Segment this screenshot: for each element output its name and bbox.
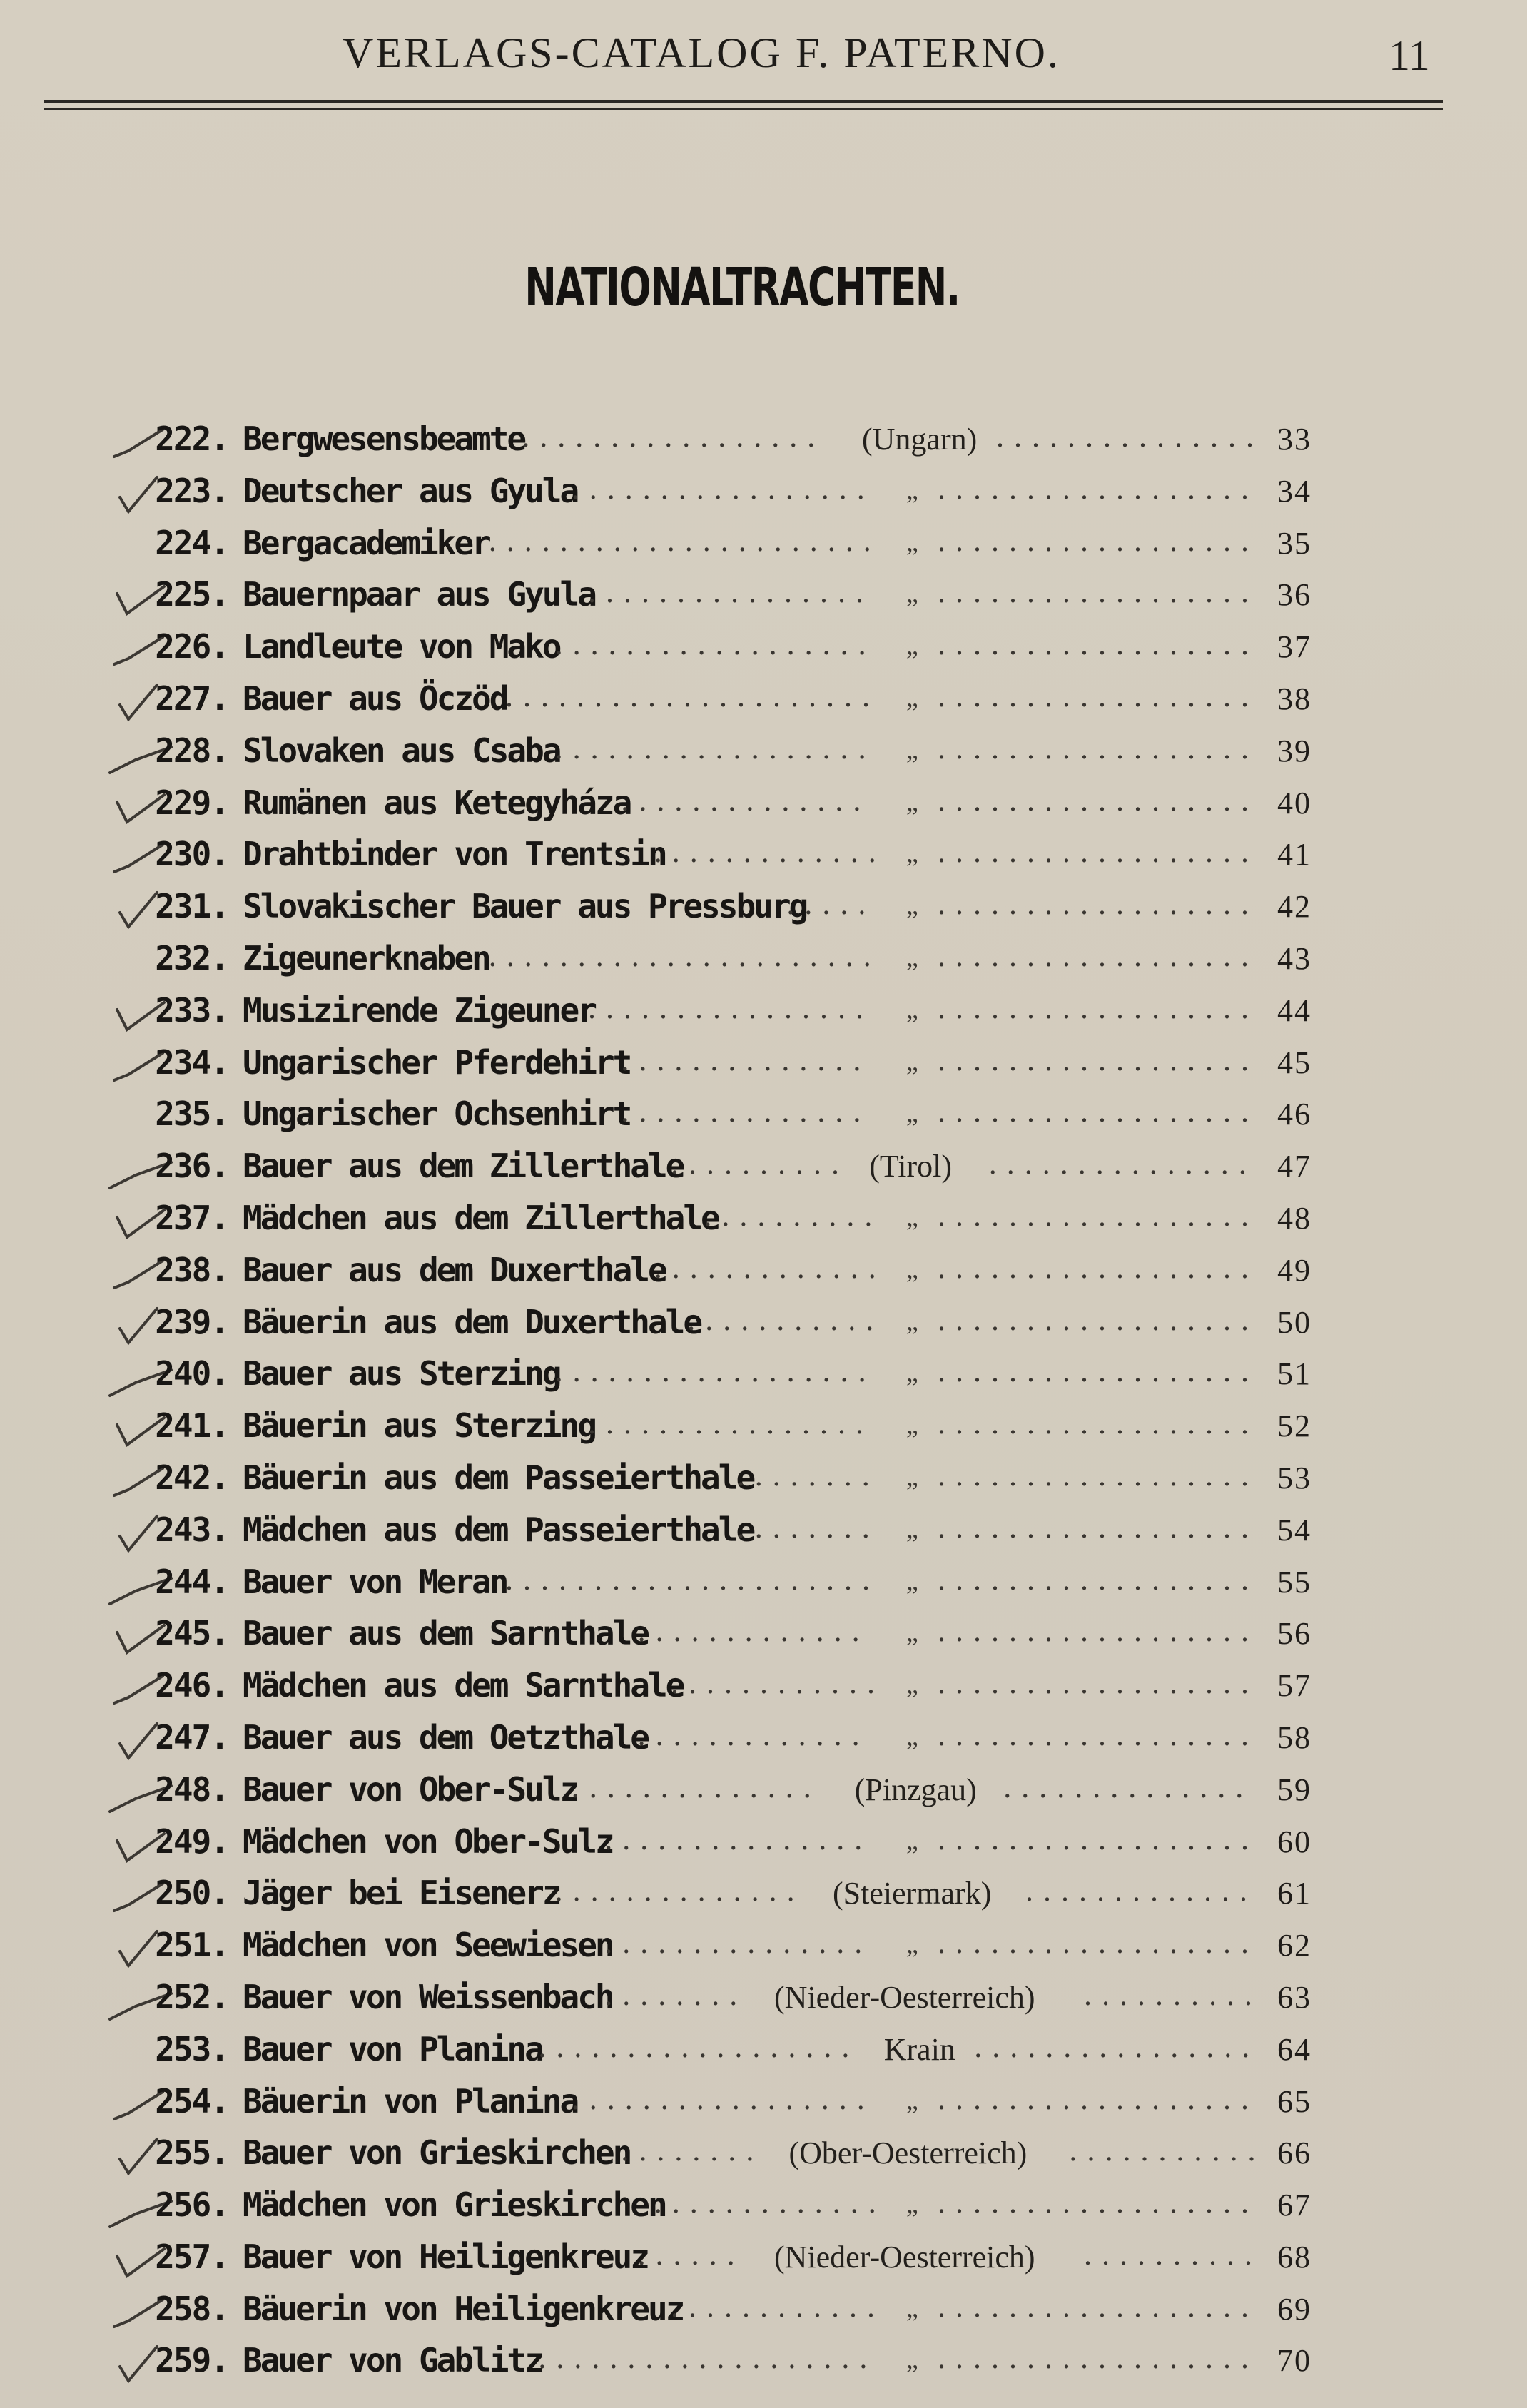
entry-page-ref: 35: [1277, 525, 1312, 561]
entry-number: 240.: [155, 1354, 228, 1393]
entry-title: Bauer von Grieskirchen: [243, 2133, 631, 2173]
leader-dots: ..................: [554, 1353, 876, 1389]
entry-region: (Steiermark): [833, 1876, 992, 1911]
leader-dots: ..................: [938, 470, 1259, 506]
leader-dots: ......: [637, 2236, 745, 2272]
entry-number: 227.: [155, 679, 228, 718]
entry-page-ref: 67: [1277, 2188, 1312, 2223]
catalog-entry: [0, 1039, 1527, 1091]
ditto-mark: „: [906, 1098, 918, 1129]
leader-dots: ............: [671, 2288, 885, 2324]
entry-title: Bäuerin von Heiligenkreuz: [243, 2289, 684, 2328]
entry-title: Ungarischer Ochsenhirt: [243, 1094, 631, 1134]
catalog-entry: [0, 1454, 1527, 1506]
entry-title: Bäuerin aus dem Duxerthale: [243, 1302, 701, 1341]
entry-title: Bauer aus dem Sarnthale: [243, 1614, 648, 1653]
leader-dots: ..............: [1003, 1769, 1254, 1804]
entry-page-ref: 52: [1277, 1408, 1312, 1444]
leader-dots: ..................: [538, 2028, 860, 2064]
leader-dots: .....................: [505, 1561, 880, 1597]
ditto-mark: „: [906, 734, 918, 765]
entry-page-ref: 44: [1277, 992, 1312, 1028]
leader-dots: ................: [974, 2028, 1260, 2064]
ditto-mark: „: [906, 1046, 918, 1077]
entry-page-ref: 46: [1277, 1097, 1312, 1132]
entry-number: 248.: [155, 1769, 228, 1809]
entry-title: Bauer aus Öczöd: [243, 679, 507, 718]
entry-number: 238.: [155, 1250, 228, 1289]
entry-number: 244.: [155, 1562, 228, 1601]
ditto-mark: „: [906, 1358, 918, 1388]
entry-page-ref: 59: [1277, 1772, 1312, 1807]
ditto-mark: „: [906, 994, 918, 1025]
entry-number: 253.: [155, 2029, 228, 2068]
ditto-mark: „: [906, 527, 918, 557]
leader-dots: ................: [588, 990, 873, 1025]
leader-dots: ..................: [938, 1561, 1259, 1597]
leader-dots: ................: [588, 1406, 873, 1441]
entry-number: 246.: [155, 1666, 228, 1705]
entry-region: (Ober-Oesterreich): [788, 2135, 1028, 2171]
entry-region: (Tirol): [869, 1149, 952, 1184]
entry-number: 258.: [155, 2289, 228, 2328]
entry-number: 254.: [155, 2081, 228, 2120]
ditto-mark: „: [906, 2189, 918, 2220]
leader-dots: ..................: [938, 1042, 1259, 1077]
entry-number: 259.: [155, 2341, 228, 2380]
leader-dots: ..................: [938, 1665, 1259, 1701]
entry-title: Bauer von Ober-Sulz: [243, 1769, 578, 1809]
leader-dots: .............: [637, 1717, 870, 1752]
catalog-entry: [0, 1973, 1527, 2026]
entry-page-ref: 40: [1277, 785, 1312, 821]
leader-dots: .............: [654, 2185, 886, 2220]
catalog-entry: [0, 830, 1527, 883]
entry-page-ref: 60: [1277, 1824, 1312, 1859]
entry-number: 255.: [155, 2133, 228, 2173]
entry-list: [0, 415, 1527, 2389]
catalog-entry: [0, 2181, 1527, 2233]
entry-page-ref: 53: [1277, 1460, 1312, 1495]
catalog-entry: [0, 935, 1527, 987]
entry-title: Slovaken aus Csaba: [243, 731, 560, 770]
ditto-mark: „: [906, 1825, 918, 1856]
leader-dots: ..................: [938, 626, 1259, 662]
leader-dots: ..................: [938, 2288, 1259, 2324]
leader-dots: ..................: [938, 1821, 1259, 1856]
catalog-entry: [0, 571, 1527, 623]
entry-title: Landleute von Mako: [243, 627, 560, 666]
leader-dots: ..................: [938, 2081, 1259, 2116]
entry-region: Krain: [883, 2031, 955, 2067]
entry-number: 256.: [155, 2185, 228, 2225]
ditto-mark: „: [906, 1617, 918, 1648]
leader-dots: ..................: [938, 1457, 1259, 1493]
entry-region: (Nieder-Oesterreich): [774, 2239, 1035, 2275]
leader-dots: ..............: [554, 1873, 805, 1909]
entry-number: 252.: [155, 1977, 228, 2016]
catalog-entry: [0, 1818, 1527, 1870]
entry-number: 242.: [155, 1458, 228, 1497]
leader-dots: ..................: [938, 1925, 1259, 1961]
leader-dots: ..............: [621, 1094, 871, 1129]
entry-number: 241.: [155, 1406, 228, 1446]
entry-title: Zigeunerknaben: [243, 938, 489, 977]
entry-page-ref: 62: [1277, 1928, 1312, 1964]
entry-page-ref: 70: [1277, 2343, 1312, 2379]
running-header: VERLAGS-CATALOG F. PATERNO.: [343, 29, 1060, 76]
catalog-entry: [0, 2026, 1527, 2078]
entry-page-ref: 39: [1277, 733, 1312, 768]
entry-page-ref: 34: [1277, 473, 1312, 509]
ditto-mark: „: [906, 579, 918, 609]
entry-number: 236.: [155, 1147, 228, 1186]
catalog-entry: [0, 2285, 1527, 2337]
entry-title: Deutscher aus Gyula: [243, 471, 578, 510]
entry-title: Bauer von Planina: [243, 2029, 542, 2068]
entry-page-ref: 54: [1277, 1512, 1312, 1548]
leader-dots: ..................: [938, 1613, 1259, 1649]
entry-number: 247.: [155, 1717, 228, 1757]
entry-title: Bauer von Heiligenkreuz: [243, 2237, 648, 2276]
catalog-entry: [0, 1299, 1527, 1351]
catalog-entry: [0, 883, 1527, 935]
entry-title: Bauernpaar aus Gyula: [243, 575, 595, 614]
entry-title: Mädchen von Ober-Sulz: [243, 1822, 613, 1861]
entry-number: 239.: [155, 1302, 228, 1341]
entry-title: Bäuerin aus Sterzing: [243, 1406, 595, 1446]
entry-page-ref: 65: [1277, 2083, 1312, 2119]
leader-dots: ..................: [938, 834, 1259, 870]
leader-dots: .............: [1025, 1873, 1257, 1909]
catalog-entry: [0, 2129, 1527, 2181]
entry-title: Jäger bei Eisenerz: [243, 1874, 560, 1913]
entry-page-ref: 49: [1277, 1252, 1312, 1288]
entry-title: Slovakischer Bauer aus Pressburg: [243, 887, 807, 926]
ditto-mark: „: [906, 1565, 918, 1596]
entry-title: Bauer aus dem Duxerthale: [243, 1250, 666, 1289]
entry-title: Bäuerin aus dem Passeierthale: [243, 1458, 754, 1497]
entry-title: Mädchen aus dem Sarnthale: [243, 1666, 684, 1705]
entry-number: 225.: [155, 575, 228, 614]
catalog-entry: [0, 1921, 1527, 1973]
entry-region: (Ungarn): [862, 422, 978, 457]
entry-page-ref: 61: [1277, 1876, 1312, 1911]
leader-dots: ............: [671, 1665, 885, 1701]
leader-dots: ..................: [938, 678, 1259, 713]
entry-page-ref: 69: [1277, 2291, 1312, 2327]
page-number: 11: [1389, 32, 1430, 79]
leader-dots: .............: [637, 1613, 870, 1649]
entry-number: 228.: [155, 731, 228, 770]
leader-dots: ..................: [938, 522, 1259, 558]
entry-page-ref: 66: [1277, 2135, 1312, 2171]
leader-dots: ..................: [938, 1717, 1259, 1752]
catalog-entry: [0, 1766, 1527, 1818]
leader-dots: ........: [736, 1509, 880, 1545]
catalog-entry: [0, 1558, 1527, 1610]
entry-page-ref: 47: [1277, 1149, 1312, 1184]
entry-number: 223.: [155, 471, 228, 510]
entry-number: 245.: [155, 1614, 228, 1653]
leader-dots: ..................: [938, 1197, 1259, 1233]
entry-title: Bauer aus dem Zillerthale: [243, 1147, 684, 1186]
leader-dots: ..............: [621, 782, 871, 818]
entry-page-ref: 64: [1277, 2031, 1312, 2067]
entry-number: 249.: [155, 1822, 228, 1861]
ditto-mark: „: [906, 1461, 918, 1492]
leader-dots: ...................: [538, 2340, 878, 2376]
catalog-entry: [0, 1090, 1527, 1142]
catalog-entry: [0, 2078, 1527, 2130]
ditto-mark: „: [906, 1721, 918, 1752]
entry-title: Bauer von Weissenbach: [243, 1977, 613, 2016]
leader-dots: ..........: [671, 1146, 849, 1182]
entry-number: 257.: [155, 2237, 228, 2276]
ditto-mark: „: [906, 682, 918, 713]
catalog-entry: [0, 623, 1527, 675]
entry-title: Bauer von Gablitz: [243, 2341, 542, 2380]
entry-page-ref: 41: [1277, 837, 1312, 873]
leader-dots: ..........: [704, 1197, 883, 1233]
entry-page-ref: 56: [1277, 1616, 1312, 1652]
leader-dots: ..................: [938, 2185, 1259, 2220]
leader-dots: .............: [654, 834, 886, 870]
catalog-entry: [0, 467, 1527, 519]
ditto-mark: „: [906, 1410, 918, 1441]
leader-dots: .............: [654, 1249, 886, 1285]
catalog-entry: [0, 415, 1527, 467]
leader-dots: .....: [786, 886, 876, 922]
leader-dots: ..........: [1084, 2236, 1262, 2272]
leader-dots: ..................: [938, 990, 1259, 1025]
catalog-entry: [0, 1402, 1527, 1454]
leader-dots: ..................: [554, 626, 876, 662]
catalog-entry: [0, 1142, 1527, 1194]
leader-dots: .................: [522, 419, 826, 454]
leader-dots: .................: [571, 470, 875, 506]
entry-page-ref: 57: [1277, 1668, 1312, 1704]
leader-dots: ........: [621, 2133, 764, 2168]
entry-title: Mädchen von Grieskirchen: [243, 2185, 666, 2225]
leader-dots: ...........: [1069, 2133, 1266, 2168]
entry-title: Bergwesensbeamte: [243, 420, 525, 458]
ditto-mark: „: [906, 2085, 918, 2115]
ditto-mark: „: [906, 1513, 918, 1544]
ditto-mark: „: [906, 2292, 918, 2323]
ditto-mark: „: [906, 1254, 918, 1284]
entry-number: 243.: [155, 1510, 228, 1549]
entry-number: 231.: [155, 887, 228, 926]
entry-number: 235.: [155, 1094, 228, 1134]
leader-dots: ..................: [938, 886, 1259, 922]
catalog-entry: [0, 1610, 1527, 1662]
entry-number: 230.: [155, 835, 228, 874]
entry-title: Mädchen aus dem Passeierthale: [243, 1510, 754, 1549]
entry-number: 229.: [155, 783, 228, 822]
leader-dots: .................: [571, 2081, 875, 2116]
leader-dots: ...............: [604, 1821, 873, 1856]
leader-dots: ........: [604, 1976, 748, 2012]
catalog-entry: [0, 1869, 1527, 1921]
entry-page-ref: 43: [1277, 940, 1312, 976]
entry-number: 251.: [155, 1926, 228, 1965]
entry-title: Bauer von Meran: [243, 1562, 507, 1601]
entry-title: Mädchen aus dem Zillerthale: [243, 1198, 719, 1237]
entry-page-ref: 68: [1277, 2239, 1312, 2275]
leader-dots: ..................: [938, 1301, 1259, 1337]
leader-dots: ..................: [938, 1249, 1259, 1285]
ditto-mark: „: [906, 942, 918, 972]
leader-dots: ...............: [996, 419, 1264, 454]
catalog-entry: [0, 1506, 1527, 1558]
ditto-mark: „: [906, 631, 918, 661]
leader-dots: ..................: [938, 574, 1259, 610]
entry-number: 234.: [155, 1042, 228, 1082]
entry-page-ref: 42: [1277, 889, 1312, 925]
catalog-entry: [0, 1714, 1527, 1766]
leader-dots: ..................: [938, 730, 1259, 766]
catalog-entry: [0, 1194, 1527, 1246]
leader-dots: ...........: [687, 1301, 884, 1337]
header-rule-thick: [44, 100, 1443, 103]
leader-dots: ..................: [554, 730, 876, 766]
catalog-entry: [0, 2337, 1527, 2389]
ditto-mark: „: [906, 786, 918, 817]
leader-dots: ........: [736, 1457, 880, 1493]
leader-dots: ...............: [988, 1146, 1257, 1182]
catalog-entry: [0, 2233, 1527, 2285]
entry-number: 226.: [155, 627, 228, 666]
entry-title: Bauer aus Sterzing: [243, 1354, 560, 1393]
entry-title: Bergacademiker: [243, 523, 489, 562]
entry-number: 222.: [155, 420, 228, 458]
leader-dots: ..................: [938, 1094, 1259, 1129]
ditto-mark: „: [906, 474, 918, 505]
ditto-mark: „: [906, 1929, 918, 1960]
entry-page-ref: 37: [1277, 629, 1312, 665]
leader-dots: ..................: [938, 938, 1259, 973]
leader-dots: ................: [588, 574, 873, 610]
entry-title: Mädchen von Seewiesen: [243, 1926, 613, 1965]
catalog-entry: [0, 987, 1527, 1039]
leader-dots: ..................: [938, 2340, 1259, 2376]
catalog-entry: [0, 1350, 1527, 1402]
catalog-entry: [0, 1662, 1527, 1714]
entry-title: Musizirende Zigeuner: [243, 990, 595, 1030]
leader-dots: .....................: [505, 678, 880, 713]
leader-dots: ..................: [938, 1509, 1259, 1545]
ditto-mark: „: [906, 1306, 918, 1336]
header-rule-thin: [44, 108, 1443, 110]
leader-dots: ......................: [488, 522, 881, 558]
ditto-mark: „: [906, 1670, 918, 1700]
entry-title: Rumänen aus Ketegyháza: [243, 783, 631, 822]
entry-number: 233.: [155, 990, 228, 1030]
entry-page-ref: 51: [1277, 1356, 1312, 1392]
leader-dots: ..................: [938, 1406, 1259, 1441]
entry-page-ref: 45: [1277, 1045, 1312, 1080]
entry-page-ref: 33: [1277, 422, 1312, 457]
entry-page-ref: 50: [1277, 1304, 1312, 1340]
entry-region: (Pinzgau): [854, 1772, 977, 1807]
entry-number: 232.: [155, 938, 228, 977]
entry-number: 250.: [155, 1874, 228, 1913]
entry-page-ref: 58: [1277, 1719, 1312, 1755]
leader-dots: ..................: [938, 1353, 1259, 1389]
ditto-mark: „: [906, 838, 918, 869]
entry-number: 224.: [155, 523, 228, 562]
entry-page-ref: 38: [1277, 681, 1312, 716]
entry-region: (Nieder-Oesterreich): [774, 1979, 1035, 2015]
leader-dots: ..................: [938, 782, 1259, 818]
entry-page-ref: 36: [1277, 577, 1312, 613]
leader-dots: ..............: [571, 1769, 821, 1804]
leader-dots: ..............: [621, 1042, 871, 1077]
leader-dots: ......................: [488, 938, 881, 973]
entry-title: Drahtbinder von Trentsin: [243, 835, 666, 874]
entry-title: Ungarischer Pferdehirt: [243, 1042, 631, 1082]
catalog-entry: [0, 519, 1527, 571]
entry-page-ref: 55: [1277, 1564, 1312, 1600]
entry-page-ref: 48: [1277, 1200, 1312, 1236]
ditto-mark: „: [906, 1202, 918, 1232]
entry-title: Bäuerin von Planina: [243, 2081, 578, 2120]
catalog-entry: [0, 727, 1527, 779]
ditto-mark: „: [906, 2345, 918, 2375]
section-title: NATIONALTRACHTEN.: [524, 257, 960, 318]
entry-number: 237.: [155, 1198, 228, 1237]
entry-title: Bauer aus dem Oetzthale: [243, 1717, 648, 1757]
entry-page-ref: 63: [1277, 1979, 1312, 2015]
catalog-entry: [0, 779, 1527, 831]
leader-dots: ..........: [1084, 1976, 1262, 2012]
leader-dots: ...............: [604, 1925, 873, 1961]
ditto-mark: „: [906, 890, 918, 921]
catalog-entry: [0, 675, 1527, 727]
catalog-entry: [0, 1246, 1527, 1299]
